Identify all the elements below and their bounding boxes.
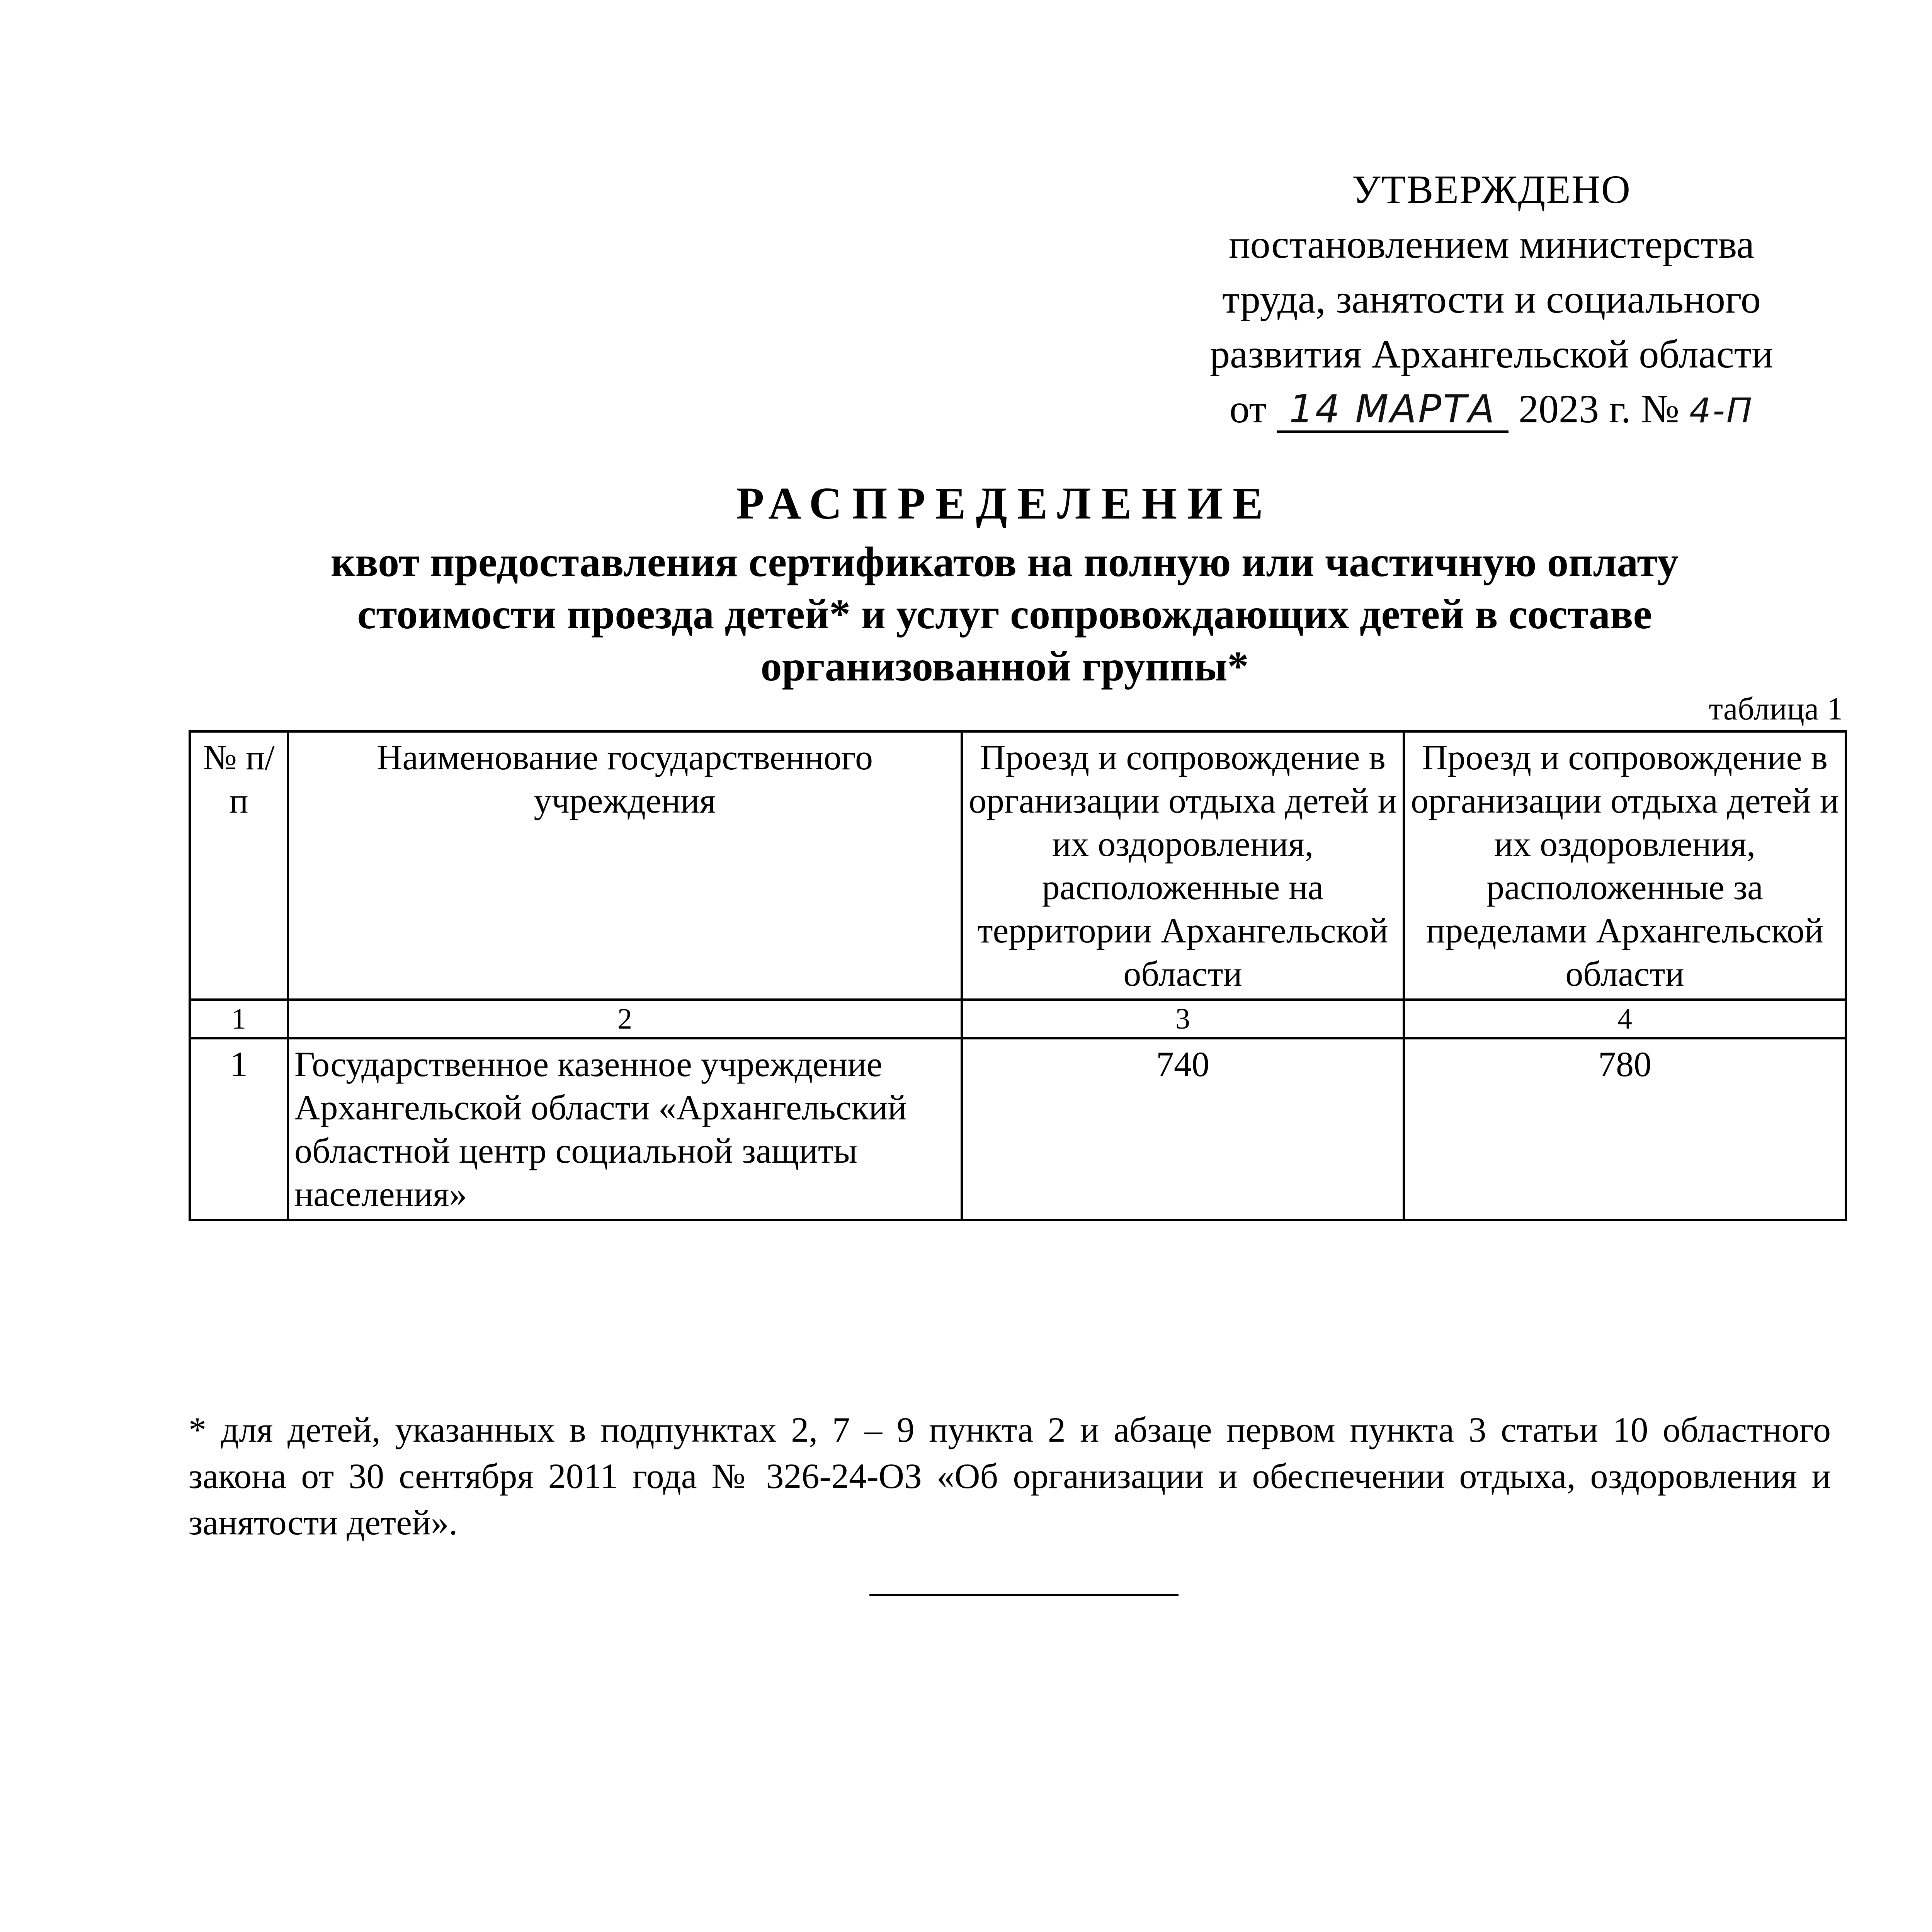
header-institution: Наименование государственного учреждения	[288, 731, 962, 1000]
table-header-row	[190, 731, 1846, 1000]
approval-line: развития Архангельской области	[1210, 332, 1773, 376]
header-number: № п/п	[190, 731, 288, 1000]
header-quota-inside: Проезд и сопровождение в организации отдыха детей и их оздоровления, расположенные на территории Архангельской области	[962, 731, 1404, 1000]
column-number: 2	[288, 1000, 962, 1038]
document-subtitle-line: организованной группы*	[760, 643, 1249, 690]
approval-stamp-block	[1151, 162, 1832, 438]
date-prefix: от	[1229, 387, 1267, 431]
document-heading: РАСПРЕДЕЛЕНИЕ	[736, 478, 1273, 529]
end-divider	[869, 1594, 1179, 1596]
approval-line: труда, занятости и социального	[1222, 277, 1761, 321]
approval-title: УТВЕРЖДЕНО	[1352, 167, 1631, 212]
quota-inside-value: 740	[962, 1038, 1404, 1220]
approval-line: постановлением министерства	[1228, 222, 1755, 267]
column-number: 1	[190, 1000, 288, 1038]
handwritten-number: 4-П	[1689, 391, 1754, 430]
document-subtitle-line: стоимости проезда детей* и услуг сопровождающих детей в составе	[357, 590, 1652, 638]
document-title	[263, 475, 1747, 692]
quota-table	[189, 730, 1847, 1221]
approval-date-line	[1151, 382, 1832, 438]
table-row	[190, 1038, 1846, 1220]
document-subtitle-line: квот предоставления сертификатов на полную или частичную оплату	[331, 538, 1679, 585]
handwritten-date: 14 МАРТА	[1277, 388, 1509, 433]
quota-outside-value: 780	[1404, 1038, 1846, 1220]
column-number: 3	[962, 1000, 1404, 1038]
table-caption: таблица 1	[1709, 691, 1843, 727]
institution-name: Государственное казенное учреждение Архангельской области «Архангельский областной центр социальной защиты населения»	[288, 1038, 962, 1220]
footnote: * для детей, указанных в подпунктах 2, 7 – 9 пункта 2 и абзаце первом пункта 3 статьи 10 областного закона от 30 сентября 2011 года № 326-24-ОЗ «Об организации и обеспечении отдыха, оздоровления и занятости детей».	[189, 1410, 1831, 1542]
column-number: 4	[1404, 1000, 1846, 1038]
column-numbers-row	[190, 1000, 1846, 1038]
row-number: 1	[190, 1038, 288, 1220]
header-quota-outside: Проезд и сопровождение в организации отдыха детей и их оздоровления, расположенные за пределами Архангельской области	[1404, 731, 1846, 1000]
year-text: 2023 г. №	[1519, 387, 1680, 431]
